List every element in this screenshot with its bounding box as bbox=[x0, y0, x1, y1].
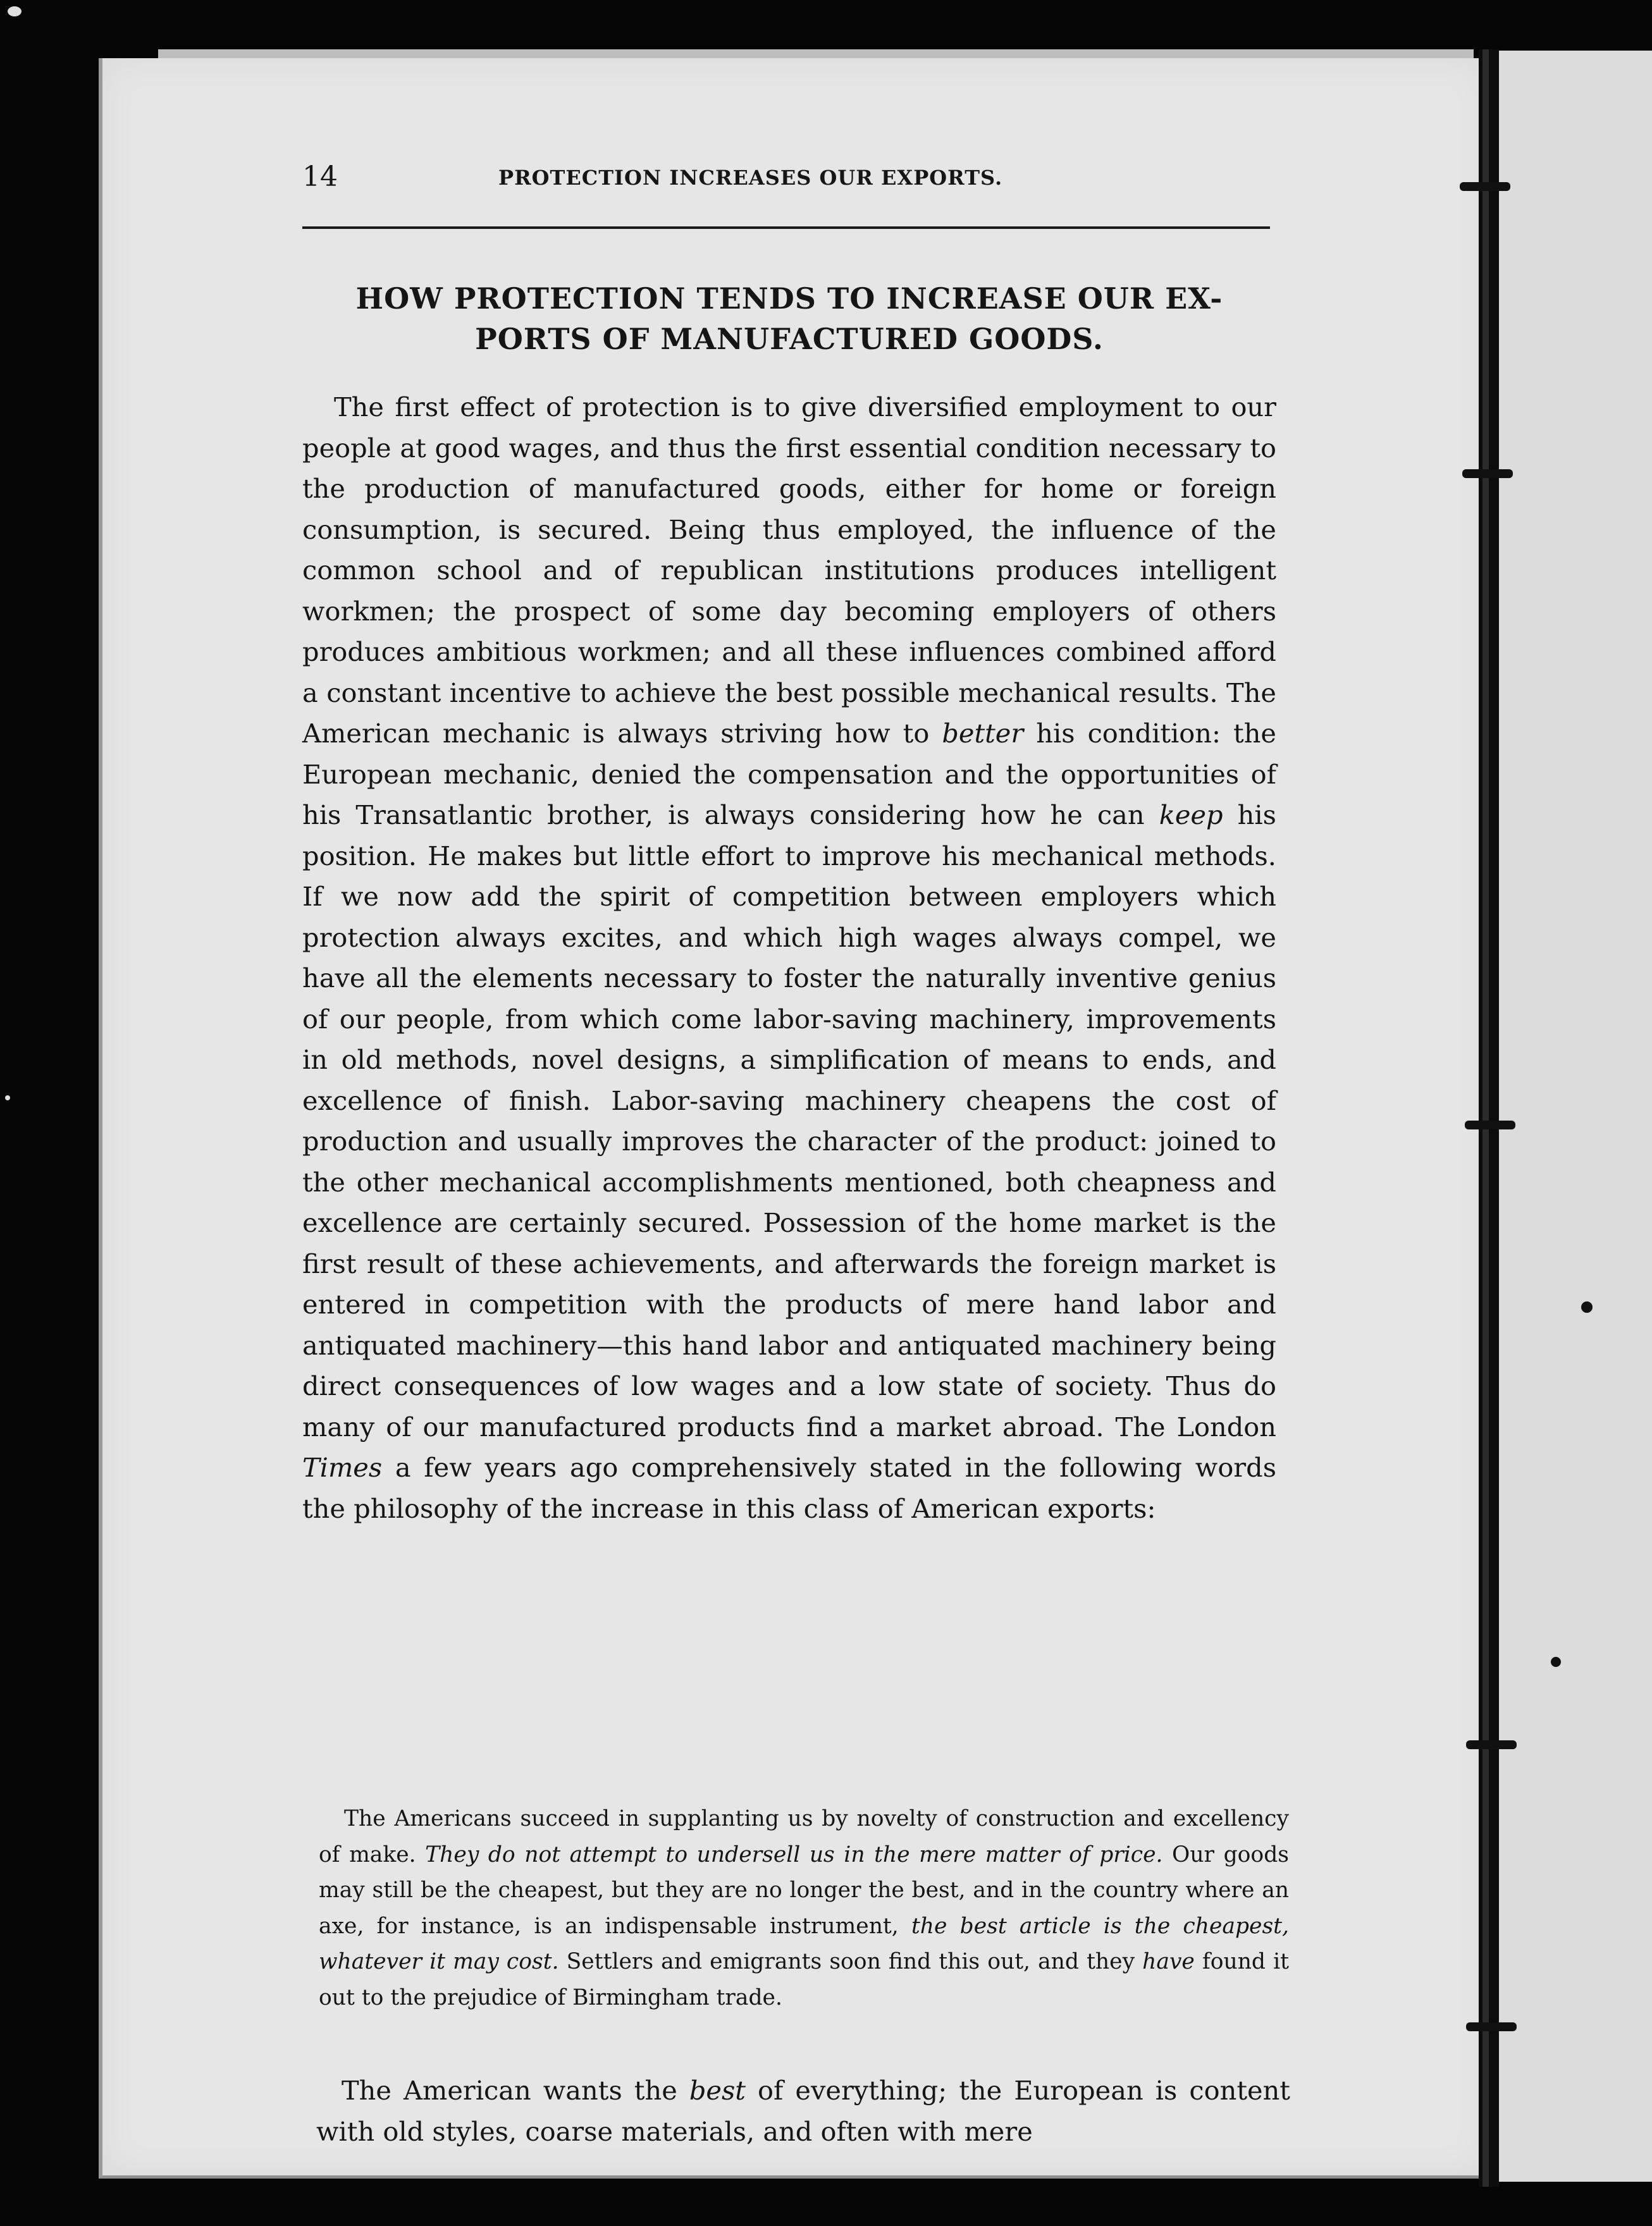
section-title bbox=[302, 278, 1276, 359]
quote-text: found it out to the prejudice of Birmingham trade. bbox=[319, 1949, 1289, 2010]
dust-speck bbox=[5, 1095, 10, 1100]
section-title-line-2: PORTS OF MANUFACTURED GOODS. bbox=[475, 322, 1104, 356]
quote-text: Settlers and emigrants soon find this out, and they bbox=[558, 1949, 1143, 1974]
block-quote bbox=[319, 1801, 1289, 2015]
paragraph-text: his position. He makes but little effort to improve his mechanical methods. If we now add the spirit of competition between employers which protection always excites, and which high wages always compel, we have all the elements necessary to foster the naturally inventive genius of our people, from which come labor-saving machinery, improvements in old methods, novel designs, a simplification of means to ends, and excellence of finish. Labor-saving machinery cheapens the cost of production and usually improves the character of the product: joined to the other mechanical accomplishments mentioned, both cheapness and excellence are certainly secured. Possession of the home market is the first result of these achievements, and afterwards the foreign market is entered in competition with the products of mere hand labor and antiquated machinery—this hand labor and antiquated machinery being direct consequences of low wages and a low state of society. Thus do many of our manufactured products find a market abroad. The London bbox=[302, 799, 1276, 1442]
italic-text: the best article is the cheapest, whatever it may cost. bbox=[319, 1913, 1289, 1974]
body-paragraph-1 bbox=[302, 387, 1276, 1529]
italic-text: They do not attempt to undersell us in the mere matter of price. bbox=[425, 1842, 1163, 1867]
section-title-line-1: HOW PROTECTION TENDS TO INCREASE OUR EX- bbox=[355, 281, 1223, 316]
binding-gutter-shadow bbox=[1482, 49, 1489, 2187]
paragraph-text: a few years ago comprehensively stated in the following words the philosophy of the increase in this class of American exports: bbox=[302, 1452, 1276, 1524]
binding-stitch bbox=[1460, 182, 1510, 191]
quote-text: The Americans succeed in supplanting us by novelty of construction and excellency of make. bbox=[319, 1806, 1289, 1867]
dust-speck bbox=[1581, 1301, 1593, 1313]
binding-stitch bbox=[1466, 1740, 1517, 1749]
italic-text: best bbox=[689, 2075, 746, 2106]
binding-stitch bbox=[1466, 2022, 1517, 2031]
binding-gutter bbox=[1479, 49, 1499, 2187]
italic-text: have bbox=[1142, 1949, 1195, 1974]
body-paragraph-2 bbox=[316, 2070, 1290, 2152]
running-head bbox=[302, 158, 1289, 202]
paragraph-text: The American wants the bbox=[342, 2075, 689, 2106]
paragraph-text: his condition: the European mechanic, denied the compensation and the opportunities of his Transatlantic brother, is always considering how he can bbox=[302, 718, 1276, 830]
facing-page-edge bbox=[1495, 51, 1652, 2182]
paragraph-text: The first effect of protection is to give diversified employment to our people at good wages, and thus the first essential condition necessary to the production of manufactured goods, either for home or foreign consumption, is secured. Being thus employed, the influence of the common school and of republican institutions produces intelligent workmen; the prospect of some day becoming employers of others produces ambitious workmen; and all these influences combined afford a constant incentive to achieve the best possible mechanical results. The American mechanic is always striving how to bbox=[302, 391, 1276, 749]
page-number: 14 bbox=[302, 161, 338, 193]
italic-text: better bbox=[942, 718, 1024, 749]
italic-text: Times bbox=[302, 1452, 383, 1483]
paragraph-text: of everything; the European is content with old styles, coarse materials, and often with mere bbox=[316, 2075, 1290, 2147]
binding-stitch bbox=[1465, 1121, 1515, 1129]
quote-text: Our goods may still be the cheapest, but they are no longer the best, and in the country where an axe, for instance, is an indispensable instrument, bbox=[319, 1842, 1289, 1939]
dust-speck bbox=[1551, 1657, 1561, 1667]
binding-stitch bbox=[1462, 469, 1513, 478]
italic-text: keep bbox=[1159, 799, 1223, 830]
header-rule bbox=[302, 226, 1270, 229]
running-title: PROTECTION INCREASES OUR EXPORTS. bbox=[498, 166, 1003, 190]
page-content bbox=[302, 158, 1290, 2147]
dust-speck bbox=[8, 6, 22, 16]
